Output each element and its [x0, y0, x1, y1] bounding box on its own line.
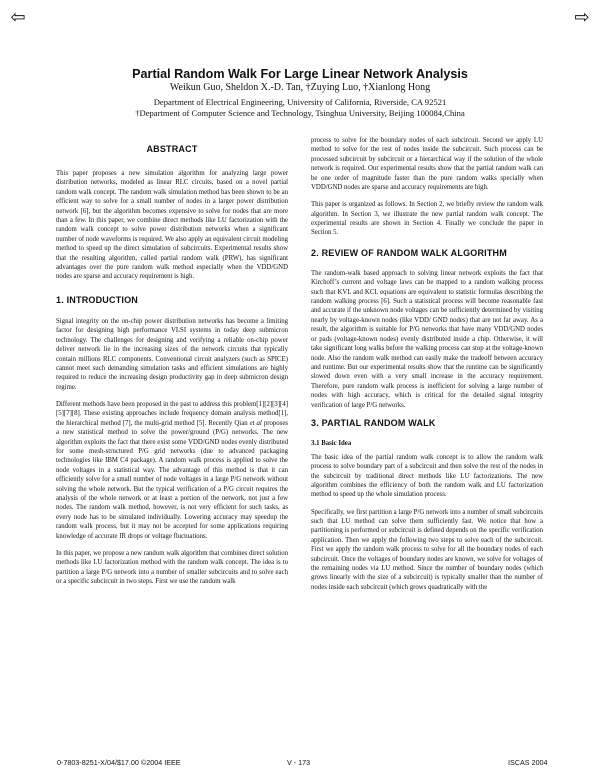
- basic-idea-heading: 3.1 Basic Idea: [311, 439, 352, 447]
- abstract-heading: ABSTRACT: [146, 144, 198, 154]
- intro-paragraph-3: In this paper, we propose a new random walk algorithm that combines direct solution methods like LU factorization method with the random walk concept. The idea is to partition a large P/G network into a number of smaller subcircuits and to solve each or a specific subcircuit in two steps. First we use the random walk: [56, 549, 288, 586]
- intro-paragraph-2: [56, 400, 288, 541]
- footer-copyright: 0-7803-8251-X/04/$17.00 ©2004 IEEE: [57, 758, 181, 767]
- paper-title: Partial Random Walk For Large Linear Network Analysis: [132, 67, 468, 81]
- affiliation-ucr: Department of Electrical Engineering, University of California, Riverside, CA 92521: [153, 97, 447, 107]
- basic-idea-paragraph-1: The basic idea of the partial random walk concept is to allow the random walk process to solve boundary part of a subcircuit and then solve the rest of the nodes in the subcircuit by traditional direct methods like LU factorizations. The new algorithm combines the efficiency of both the random walk and LU factorization method to speed up the whole simulation process.: [311, 453, 543, 499]
- basic-idea-paragraph-2: Specifically, we first partition a large P/G network into a number of small subcircuits such that LU method can solve them sufficiently fast. We notice that how a partitioning is performed or subcircuit is defined depends on the specific verification application. Then we apply the following two steps to solve each of the subcircuit. First we apply the random walk process to solve for all the boundary nodes of each subcircuit. Once the voltages of boundary nodes are known, we solve for voltages of the remaining nodes via LU method. Since the number of boundary nodes (which grows linearly with the size of a subcircuit) is typically smaller than the number of nodes inside each subcircuit (which grows quadratically with the: [311, 508, 543, 591]
- intro-et-al: et al: [249, 419, 262, 427]
- review-heading: 2. REVIEW OF RANDOM WALK ALGORITHM: [311, 247, 507, 258]
- affiliation-tsinghua: †Department of Computer Science and Technology, Tsinghua University, Beijing 100084,China: [135, 108, 465, 118]
- footer-venue: ISCAS 2004: [508, 758, 548, 767]
- next-page-arrow-icon[interactable]: ⇨: [574, 7, 590, 28]
- previous-page-arrow-icon[interactable]: ⇦: [10, 7, 26, 28]
- left-column: [56, 136, 288, 594]
- intro-paragraph-2-part-a: Different methods have been proposed in the past to address this problem[1][2][3][4][5][7][8]. These existing approaches include frequency domain analysis method[1], the hierarchical method [7], the multi-grid method [5]. Recently Qian: [56, 400, 288, 427]
- introduction-heading: 1. INTRODUCTION: [56, 294, 139, 305]
- abstract-paragraph: This paper proposes a new simulation algorithm for analyzing large power distribution networks, modeled as linear RLC circuits, based on a novel partial random walk concept. The random walk simulation method has been shown to be an efficient way to solve for a small number of nodes in a larger power distribution network [6], but the algorithm becomes expensive to solve for nodes that are more than a few. In this paper, we combine direct methods like LU factorization with the random walk concept to solve power distribution networks when a significant number of node waveforms is required. We also apply an equivalent circuit modeling method to speed up the direct simulation of subcircuits. Experimental results show that the resulting algorithm, called partial random walk (PRW), has significant advantages over the pure random walk method especially when the VDD/GND nodes are sparse and accuracy requirement is high.: [56, 170, 288, 281]
- partial-random-walk-heading: 3. PARTIAL RANDOM WALK: [311, 417, 436, 428]
- intro-paragraph-1: Signal integrity on the on-chip power distribution networks has become a limiting factor for designing high performance VLSI systems in today deep submicron technology. The challenges for designing and verifying a reliable on-chip power deliver network lie in the increasing sizes of the network circuits that typically contain millions RLC components. Conventional circuit analyzers (such as SPICE) cannot meet such demanding simulation tasks and efficient simulations are highly required to reduce the increasing design productivity gap in deep submicron design regime.: [56, 317, 288, 391]
- review-paragraph: The random-walk based approach to solving linear network exploits the fact that Kirchoff’s current and voltage laws can be mapped to a random walking process such that KVL and KCL equations are equivalent to statistic formulas describing the random walking process [6]. Such a statistical process will become reasonable fast and accurate if the unknown node voltages can be sufficiently determined by visiting nearly by voltage-known nodes (like VDD/ GND nodes) that are not far away. As a result, the algorithm is suitable for P/G networks that have many VDD/GND nodes or pads (voltage-known nodes) evenly distributed inside a chip. Otherwise, it will take significant long walks before the walking process can stop at the voltage-known node. Also the random walk method can easily make the tradeoff between accuracy and runtime. But our experimental results show that the runtime can be significantly slowed down even with a very small increase in the accuracy requirement. Therefore, pure random walk process is inefficient for solving a large number of nodes with high accuracy, which is critical for the detailed signal integrity verification of large P/G networks.: [311, 269, 543, 409]
- intro-paragraph-2-part-b: proposes a new statistical method to solve the power/ground (P/G) networks. The new algorithm exploits the fact that there exist some VDD/GND nodes evenly distributed for some mesh-structured P/G grid networks (due to advanced packaging technologies like IBM C4 package). A random walk process is applied to solve the node voltages in a statistical way. The advantage of this method is that it can efficiently solve for a small number of node voltages in a large P/G network without solving the whole network. But the typical verification of a P/G circuit requires the analysis of the whole network or at least a portion of the network, not just a few nodes. The random walk method, however, is not very efficient for such tasks, as every node has to be simulated individually. Lowering accuracy may speedup the random walk process, but it may not be accepted for some applications requiring knowledge of accurate IR drops or voltage fluctuations.: [56, 419, 288, 540]
- right-paragraph-1: process to solve for the boundary nodes of each subcircuit. Second we apply LU method to solve for the rest of nodes inside the subcircuit. Such process can be processed subcircuit by subcircuit or a hierarchical way if the solution of the whole network is required. Our experimental results show that the partial random walk can be one order of magnitude faster than the pure random walks specially when VDD/GND nodes are sparse and accuracy requirements are high.: [311, 137, 543, 192]
- right-paragraph-2: This paper is organized as follows. In Section 2, we briefly review the random walk algorithm. In Section 3, we illustrate the new partial random walk concept. The experimental results are shown in Section 4. Finally we conclude the paper in Section 5.: [311, 201, 543, 237]
- footer-page-number: V - 173: [287, 758, 311, 767]
- author-list: Weikun Guo, Sheldon X.-D. Tan, †Zuying Luo, †Xianlong Hong: [169, 82, 431, 93]
- right-column: [311, 136, 543, 600]
